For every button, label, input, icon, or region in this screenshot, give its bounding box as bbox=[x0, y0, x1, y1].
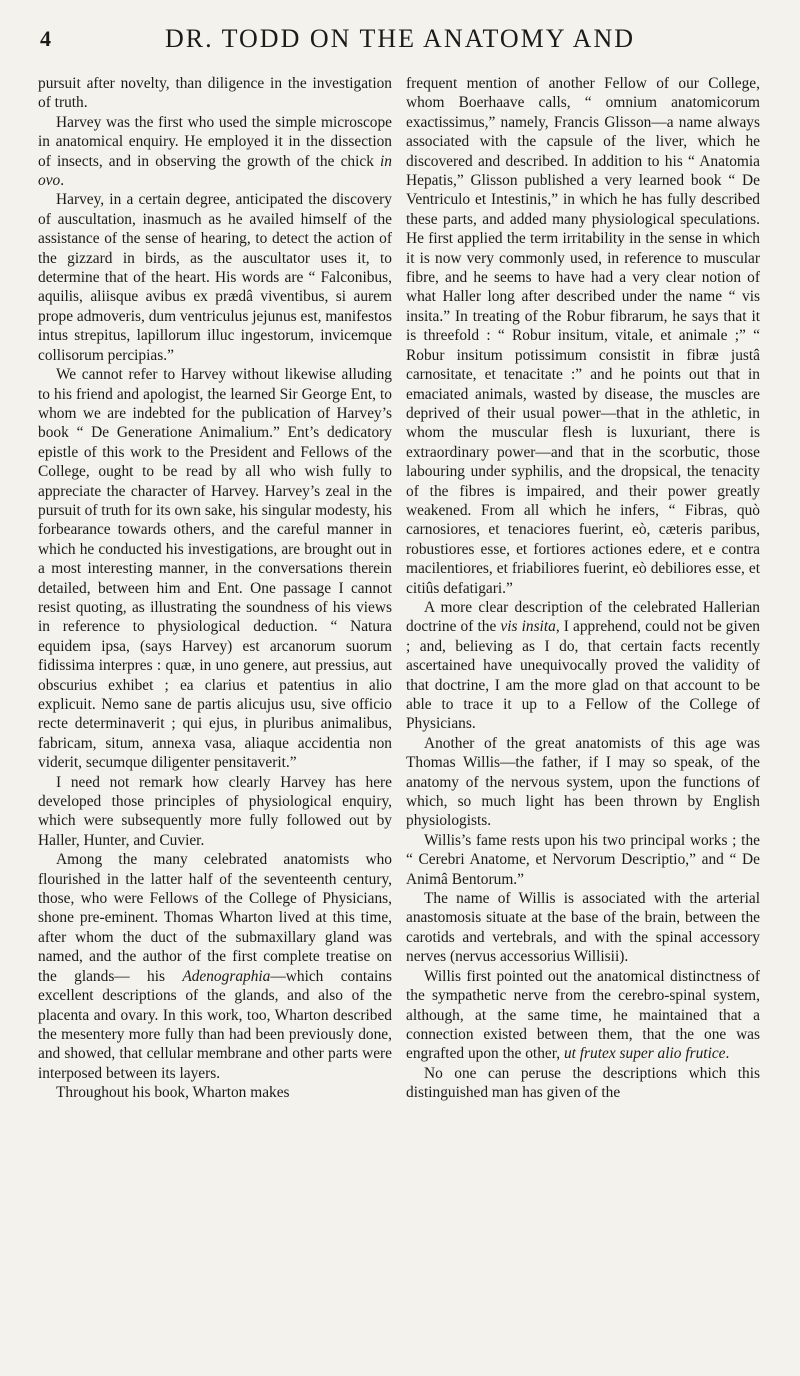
text-run: . bbox=[725, 1045, 730, 1063]
paragraph bbox=[38, 190, 392, 365]
text-run: —which contains excellent descriptions of the glands, and also of the placenta and ovary. In this work, too, Wharton described the mesentery more fully than had been previously done, and showed, that cellular membrane and other parts were interposed between its layers. bbox=[38, 967, 392, 1082]
text-run: Willis first pointed out the anatomical distinctness of the sympathetic nerve from the cerebro-spinal system, although, at the same time, he maintained that a connection existed between them, that the one was engrafted upon the other, bbox=[406, 967, 760, 1063]
text-run: . bbox=[60, 172, 65, 190]
text-run: Another of the great anatomists of this age was Thomas Willis—the father, if I may so speak, of the anatomy of the nervous system, upon the functions of which, so much light has been thrown by English physiologists. bbox=[406, 734, 760, 830]
paragraph bbox=[38, 1083, 392, 1102]
text-run: A more clear description of the celebrated Hallerian doctrine of the bbox=[406, 598, 760, 636]
text-run: Among the many celebrated anatomists who flourished in the latter half of the seventeenth century, those, who were Fellows of the College of Physicians, shone pre-eminent. Thomas Wharton lived at this time, after whom the duct of the submaxillary gland was named, and the author of the first complete treatise on the glands— his bbox=[38, 851, 392, 985]
text-run: frequent mention of another Fellow of our College, whom Boerhaave calls, “ omnium anatomicorum exactissimus,” namely, Francis Glisson—a name always associated with the capsule of the liver, which he discovered and described. In addition to his “ Anatomia Hepatis,” Glisson published a very learned book “ De Ventriculo et Intestinis,” in which he has fully described these parts, and added many physiological speculations. He first applied the term irritability in the sense in which it is now very commonly used, in reference to muscular fibre, and he seems to have had a very clear notion of what Haller long after described under the name “ vis insita.” In treating of the Robur fibrarum, he says that it is threefold : “ Robur insitum, vitale, et animale ;” “ Robur insitum potissimum consistit in fibræ justâ carnositate, et tenacitate :” and he points out that in emaciated animals, wasted by disease, the muscles are deprived of their usual power—that in the athletic, in whom the muscular flesh is luxuriant, there is extraordinary power—and that in the scorbutic, those labouring under syphilis, and the dropsical, the tenacity of the fibres is impaired, and their power greatly weakened. From all which he infers, “ Fibras, quò carnosiores, et tenaciores fuerint, eò, cæteris paribus, robustiores esse, et fortiores actiones edere, et e contra macilentiores, et friabiliores fuerint, eò debiliores esse, et citiûs defatigari.” bbox=[406, 75, 760, 597]
paragraph bbox=[38, 773, 392, 851]
italic-text: Adenographia bbox=[182, 967, 271, 985]
running-title: DR. TODD ON THE ANATOMY AND bbox=[164, 24, 636, 53]
paragraph bbox=[406, 967, 760, 1064]
text-run: I need not remark how clearly Harvey has here developed those principles of physiological enquiry, which were subsequently more fully followed out by Haller, Hunter, and Cuvier. bbox=[38, 773, 392, 849]
paragraph bbox=[406, 734, 760, 831]
italic-text: in ovo bbox=[38, 152, 392, 190]
paragraph bbox=[406, 74, 760, 598]
text-run: Willis’s fame rests upon his two principal works ; the “ Cerebri Anatome, et Nervorum Descriptio,” and “ De Animâ Bentorum.” bbox=[406, 831, 760, 888]
paragraph bbox=[38, 113, 392, 191]
paragraph bbox=[406, 1064, 760, 1103]
italic-text: ut frutex super alio frutice bbox=[563, 1045, 726, 1063]
paragraph bbox=[406, 889, 760, 967]
page-number: 4 bbox=[40, 26, 51, 51]
text-run: The name of Willis is associated with the arterial anastomosis situate at the base of the brain, between the carotids and vertebrals, and with the spinal accessory nerves (nervus accessorius Willisii). bbox=[406, 890, 760, 966]
italic-text: vis insita bbox=[500, 618, 556, 636]
left-text-column bbox=[38, 74, 392, 1103]
paragraph bbox=[38, 850, 392, 1083]
paragraph bbox=[38, 74, 392, 113]
text-run: No one can peruse the descriptions which this distinguished man has given of the bbox=[406, 1064, 760, 1102]
paragraph bbox=[406, 598, 760, 734]
text-run: Harvey, in a certain degree, anticipated the discovery of auscultation, inasmuch as he availed himself of the assistance of the sense of hearing, to detect the action of the gizzard in birds, as the auscultator uses it, to determine that of the heart. His words are “ Falconibus, aquilis, aliisque avibus ex prædâ viventibus, si aurem prope admoveris, dum ventriculus jejunus est, manifestos intus strepitus, lapillorum illuc ingestorum, invicemque collisorum percipias.” bbox=[38, 191, 392, 364]
paragraph bbox=[406, 831, 760, 889]
text-run: , I apprehend, could not be given ; and, believing as I do, that certain facts recently ascertained have unequivocally proved the validity of that doctrine, I am the more glad on that account to be able to trace it up to a Fellow of the College of Physicians. bbox=[406, 618, 760, 733]
text-run: We cannot refer to Harvey without likewise alluding to his friend and apologist, the learned Sir George Ent, to whom we are indebted for the publication of Harvey’s book “ De Generatione Animalium.” Ent’s dedicatory epistle of this work to the President and Fellows of the College, ought to be read by all who wish fully to appreciate the character of Harvey. Harvey’s zeal in the pursuit of truth for its own sake, his singular modesty, his forbearance towards others, and the careful manner in which he conducted his investigations, are brought out in a most interesting manner, in the conversations therein detailed, between him and Ent. One passage I cannot resist quoting, as illustrating the soundness of his views in reference to physiological deduction. “ Natura equidem ipsa, (says Harvey) est arcanorum suorum fidissima interpres : quæ, in uno genere, aut pressius, aut obscurius exhibet ; ea clarius et patentius in alio explicuit. Nemo sane de partis alicujus usu, sive officio recte determinaverit ; qui ejus, in pluribus animalibus, fabricam, situm, annexa vasa, aliaque accidentia non viderit, secumque diligenter pensitaverit.” bbox=[38, 366, 392, 772]
text-run: pursuit after novelty, than diligence in the investigation of truth. bbox=[38, 75, 392, 112]
text-run: Harvey was the first who used the simple microscope in anatomical enquiry. He employed it in the dissection of insects, and in observing the growth of the chick bbox=[38, 113, 392, 170]
right-text-column bbox=[406, 74, 760, 1103]
page-header bbox=[0, 22, 800, 56]
paragraph bbox=[38, 365, 392, 773]
text-run: Throughout his book, Wharton makes bbox=[56, 1084, 290, 1102]
